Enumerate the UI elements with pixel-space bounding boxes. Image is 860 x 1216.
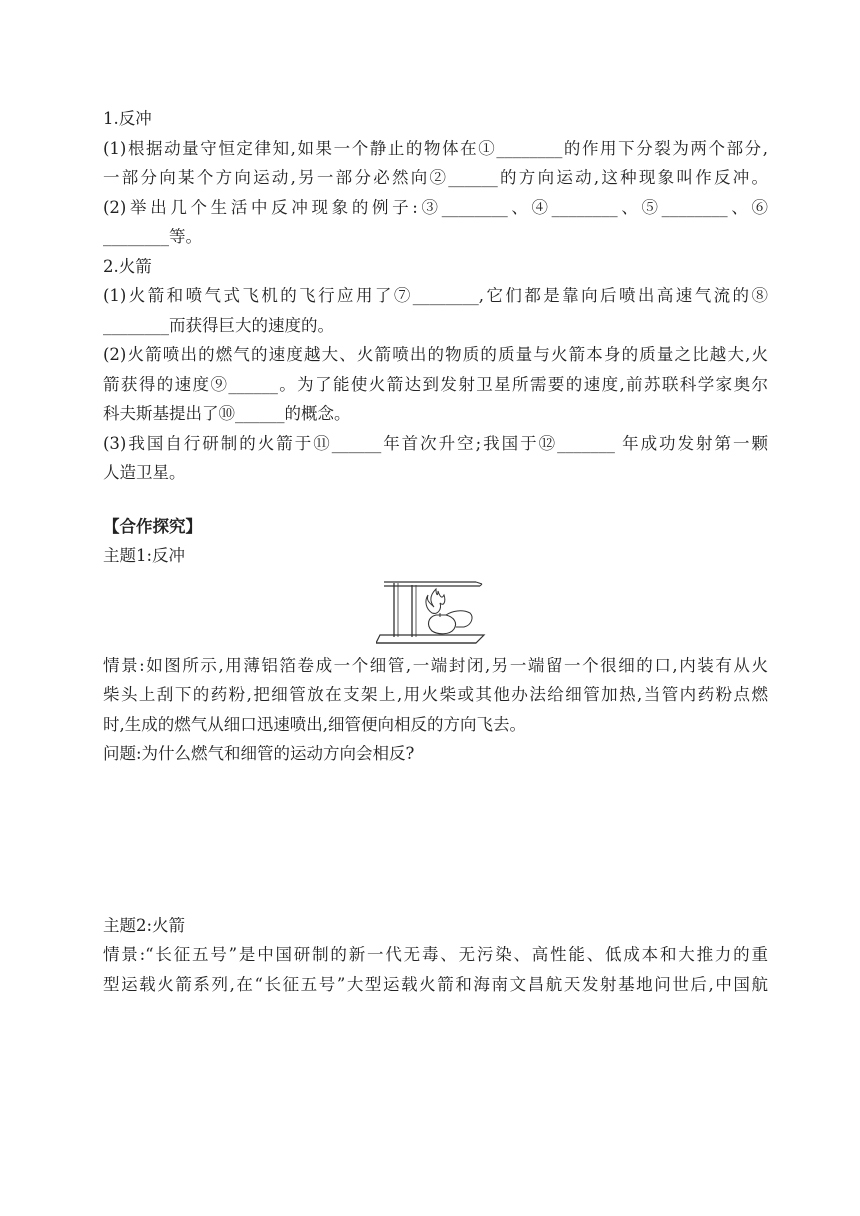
recoil-examples-line-1: (2)举出几个生活中反冲现象的例子:③________、④________、⑤________、⑥ (103, 197, 768, 217)
topic-1-scene-line-3: 时,生成的燃气从细口迅速喷出,细管便向相反的方向飞去。 (103, 714, 526, 734)
rocket-principle-line-2: ________而获得巨大的速度的。 (103, 315, 334, 335)
recoil-definition-line-2: 一部分向某个方向运动,另一部分必然向②______的方向运动,这种现象叫作反冲。 (103, 168, 768, 187)
section-title-rocket: 2.火箭 (103, 256, 152, 276)
topic-2-scene-line-2: 型运载火箭系列,在“长征五号”大型运载火箭和海南文昌航天发射基地问世后,中国航 (103, 974, 768, 994)
topic-2-title: 主题2:火箭 (103, 915, 186, 935)
recoil-examples-line-2: ________等。 (103, 227, 202, 246)
rocket-speed-line-1: (2)火箭喷出的燃气的速度越大、火箭喷出的物质的质量与火箭本身的质量之比越大,火 (103, 345, 768, 364)
topic-1-scene-line-1: 情景:如图所示,用薄铝箔卷成一个细管,一端封闭,另一端留一个很细的口,内装有从火 (103, 655, 768, 675)
topic-1-question: 问题:为什么燃气和细管的运动方向会相反? (103, 744, 415, 763)
rocket-speed-line-2: 箭获得的速度⑨______。为了能使火箭达到发射卫星所需要的速度,前苏联科学家奥尔 (103, 374, 768, 394)
china-rocket-history-line-1: (3)我国自行研制的火箭于⑪______年首次升空;我国于⑫_______ 年成功发射第一颗 (103, 433, 768, 453)
rocket-principle-line-1: (1)火箭和喷气式飞机的飞行应用了⑦________,它们都是靠向后喷出高速气流的⑧ (103, 286, 768, 305)
cooperative-exploration-heading: 【合作探究】 (103, 516, 202, 536)
topic-1-title: 主题1:反冲 (103, 546, 186, 565)
document-page (103, 104, 768, 999)
recoil-definition-line-1: (1)根据动量守恒定律知,如果一个静止的物体在①________的作用下分裂为两个部分, (103, 138, 768, 158)
china-rocket-history-line-2: 人造卫星。 (103, 463, 186, 482)
topic-2-scene-line-1: 情景:“长征五号”是中国研制的新一代无毒、无污染、高性能、低成本和大推力的重 (103, 945, 768, 964)
section-title-recoil: 1.反冲 (103, 109, 152, 128)
rocket-speed-line-3: 科夫斯基提出了⑩______的概念。 (103, 404, 351, 423)
recoil-experiment-figure (103, 575, 768, 649)
topic-1-scene-line-2: 柴头上刮下的药粉,把细管放在支架上,用火柴或其他办法给细管加热,当管内药粉点燃 (103, 685, 768, 704)
aluminum-tube-recoil-apparatus-icon (376, 575, 488, 647)
